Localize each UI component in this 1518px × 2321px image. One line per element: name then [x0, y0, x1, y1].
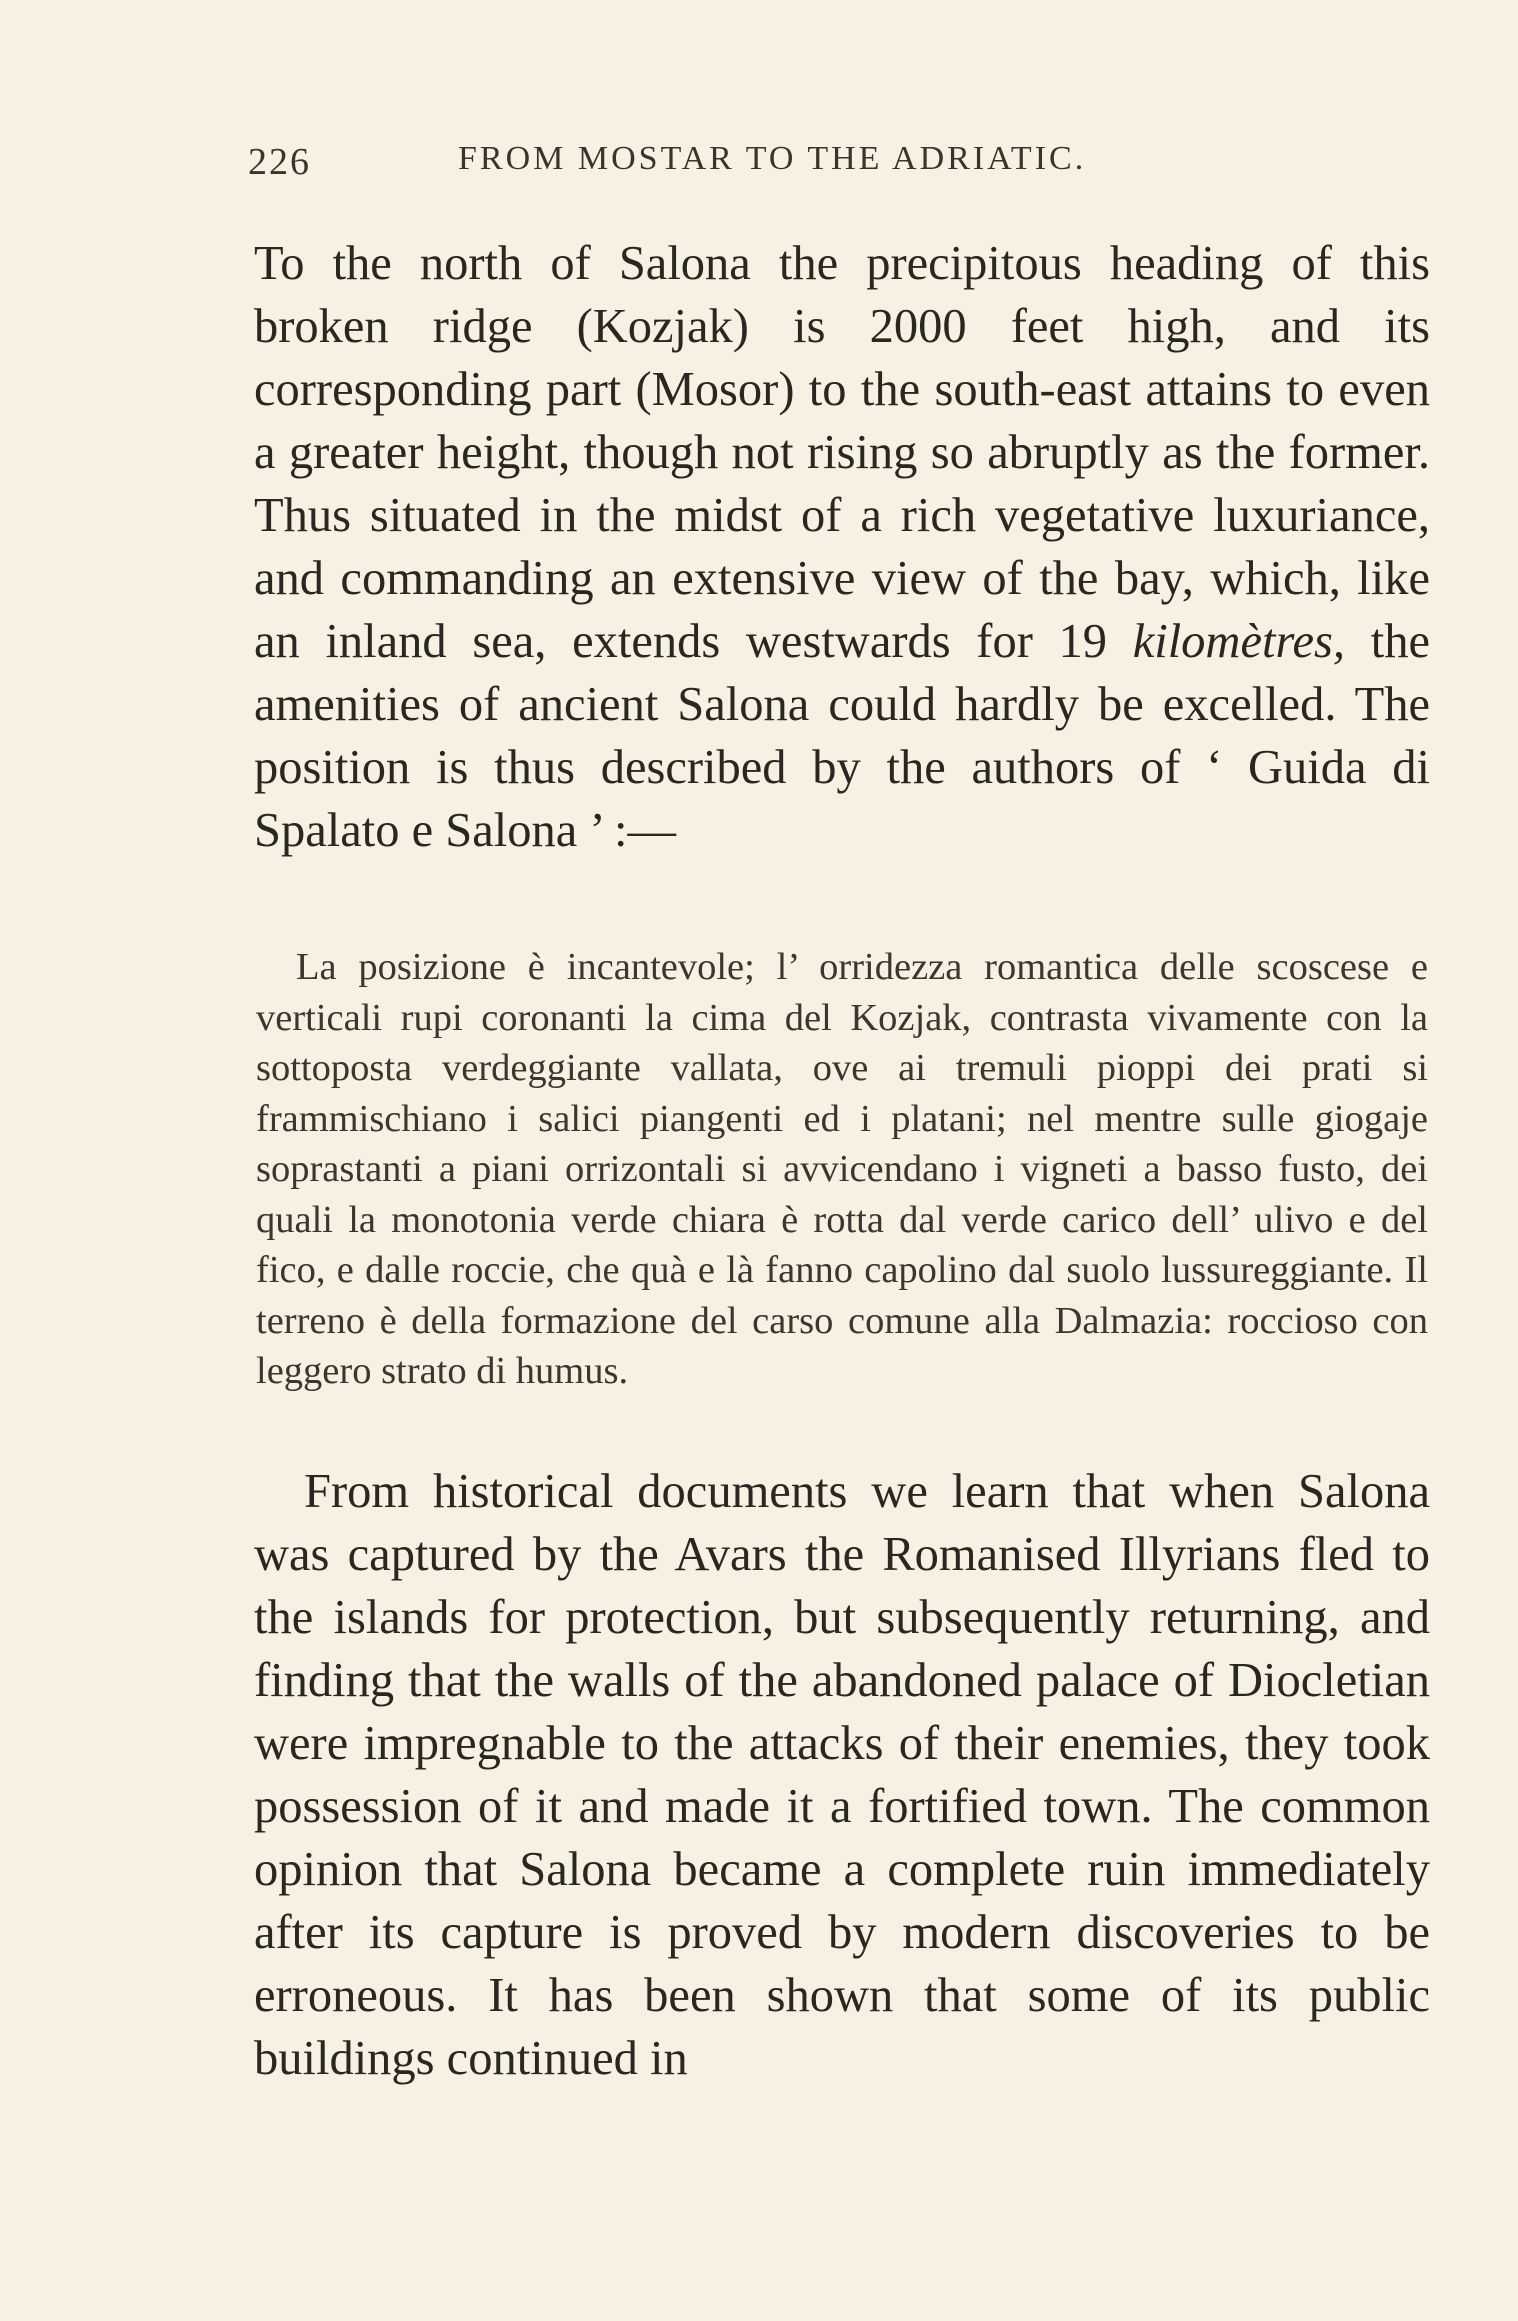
running-head	[248, 140, 1438, 200]
paragraph-salona-description	[254, 232, 1430, 862]
italic-term: kilomètres,	[1132, 615, 1346, 668]
paragraph-text: To the north of Salona the precipitous heading of this broken ridge (Kozjak) is 2000 feet high, and its corresponding part (Mosor) to the south-east attains to even a greater height, though not rising so abruptly as the former. Thus situated in the midst of a rich vegetative luxuriance, and commanding an extensive view of the bay, which, like an inland sea, extends westwards for 19	[254, 237, 1430, 668]
italian-quotation: La posizione è incantevole; l’ orridezza romantica delle scoscese e verticali rupi coronanti la cima del Kozjak, contrasta vivamente con la sottoposta verdeggiante vallata, ove ai tremuli pioppi dei prati si frammischiano i salici piangenti ed i platani; nel mentre sulle giogaje soprastanti a piani orrizontali si avvicendano i vigneti a basso fusto, dei quali la monotonia verde chiara è rotta dal verde carico dell’ ulivo e del fico, e dalle roccie, che quà e là fanno capolino dal suolo lussureggiante. Il terreno è della formazione del carso comune alla Dalmazia: roccioso con leggero strato di humus.	[256, 946, 1428, 1392]
paragraph-text: the amenities of ancient Salona could hardly be excelled. The position is thus described by the authors of ‘ Guida di Spalato e Salona ’ :—	[254, 615, 1430, 857]
paragraph-historical-documents: From historical documents we learn that when Salona was captured by the Avars the Romanised Illyrians fled to the islands for protection, but subsequently returning, and finding that the walls of the abandoned palace of Diocletian were impregnable to the attacks of their enemies, they took possession of it and made it a fortified town. The common opinion that Salona became a complete ruin immediately after its capture is proved by modern discoveries to be erroneous. It has been shown that some of its public buildings continued in	[254, 1465, 1430, 2085]
page-number: 226	[248, 141, 311, 183]
running-title: FROM MOSTAR TO THE ADRIATIC.	[458, 140, 1087, 177]
